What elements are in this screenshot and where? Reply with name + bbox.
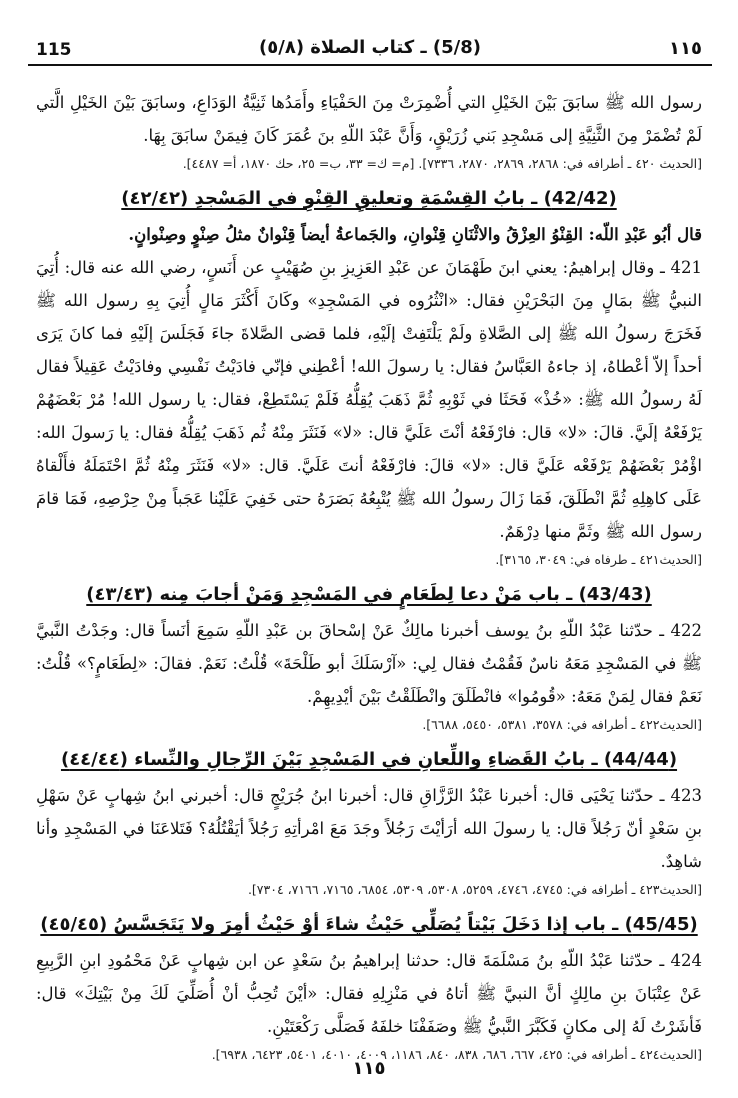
hadith-424-note: [الحديث٤٢٤ ـ أطرافه في: ٤٢٥، ٦٦٧، ٦٨٦، ٨٣٨، ٨٤٠، ١١٨٦، ٤٠٠٩، ٤٠١٠، ٥٤٠١، ٦٤٢٣، ٦٩٣٨]. xyxy=(211,1047,702,1062)
page-number-latin: 115 xyxy=(36,40,72,60)
hadith-422: 422 ـ حدّثنا عَبْدُ اللّهِ بنُ يوسف أخبرنا مالِكٌ عَنْ إسْحاقَ بن عَبْدِ اللّهِ سَمِعَ أنَساً قال: وجَدْتُ النَّبيَّ ﷺ في المَسْجِدِ مَعَهُ ناسٌ فَقُمْتُ فقال لِي: «آرْسَلَكَ أبو طَلْحَةَ» قُلْتُ: نَعَمْ. فقالَ: «لِطَعَامٍ؟» قُلْتُ: نَعَمْ فقال لِمَنْ مَعَهُ: «قُومُوا» فانْطَلَقَ وانْطَلَقْتُ بَيْنَ أيْدِيهِمْ. xyxy=(36,621,702,706)
hadith-424: 424 ـ حدّثنا عَبْدُ اللّهِ بنُ مَسْلَمَةَ قال: حدثنا إبراهيمُ بنُ سَعْدٍ عن ابن شِهابٍ عَنْ مَحْمُودِ ابنِ الرَّبِيعِ عَنْ عِتْبَانَ بنِ مالِكٍ أنَّ النبيَّ ﷺ أتاهُ في مَنْزِلِهِ فقال: «أيْنَ تُحِبُّ أنْ أُصَلِّيَ لَكَ مِنْ بَيْتِكَ» قال: فَأشَرْتُ لَهُ إلى مكانٍ فَكَبَّرَ النَّبيُّ ﷺ وصَفَفْنَا خلفَهُ فَصَلَّى رَكْعَتَيْنِ. xyxy=(36,951,702,1036)
page-number-arabic: ١١٥ xyxy=(669,38,702,59)
hadith-422-note: [الحديث٤٢٢ ـ أطرافه في: ٣٥٧٨، ٥٣٨١، ٥٤٥٠، ٦٦٨٨]. xyxy=(422,717,702,732)
hadith-421-note: [الحديث٤٢١ ـ طرفاه في: ٣٠٤٩، ٣١٦٥]. xyxy=(495,552,702,567)
hadith-421: 421 ـ وقال إبراهيمُ: يعني ابنَ طَهْمَانَ عن عَبْدِ العَزِيزِ بنِ صُهَيْبٍ عن أَنَسٍ، رضي الله عنه قال: أُتِيَ النبيُّ ﷺ بمَالٍ مِنَ البَحْرَيْنِ فقال: «انْثُرُوه في المَسْجِدِ» وكَانَ أَكْثَرَ مَالٍ أُتِيَ بِهِ رسول الله ﷺ فَخَرَجَ رسولُ الله ﷺ إلى الصَّلاةِ ولَمْ يَلْتَفِتْ إلَيْهِ، فلما قضى الصَّلاةَ جاءَ فَجَلَسَ إلَيْهِ فما كانَ يَرَى أحداً إلاّ أعْطاهُ، إذ جاءهُ العَبَّاسُ فقال: يا رسولَ الله! أعْطِني فإنّي فادَيْتُ نَفْسِي وفادَيْتُ عَقِيلاً فقال لَهُ رسولُ الله ﷺ: «خُذْ» فَحَثَا في ثَوْبِهِ ثُمَّ ذَهَبَ يُقِلُّهُ فَلَمْ يَسْتَطِعْ، فقال: يا رسول الله! مُرْ بَعْضَهُمْ يَرْفَعْهُ إلَيَّ. قالَ: «لا» قال: فارْفَعْهُ أنْتَ عَلَيَّ قال: «لا» فَنَثَرَ مِنْهُ ثُم ذَهَبَ يُقِلُّهُ فقال: يا رَسولَ الله: اؤْمُرْ بَعْضَهُمْ يَرْفَعْه عَلَيَّ قال: «لا» قالَ: فارْفَعْهُ أنتَ عَلَيَّ. قال: «لا» فَنَثَرَ مِنْهُ ثُمَّ احْتَمَلَهُ فأَلْقاهُ عَلَى كاهِلِهِ ثُمَّ انْطَلَقَ، فَمَا زَالَ رسولُ الله ﷺ يُتْبِعُهُ بَصَرَهُ حتى خَفِيَ عَلَيْنا عَجَباً مِنْ حِرْصِهِ، فَمَا قامَ رسول الله ﷺ وثَمَّ منها دِرْهَمٌ. xyxy=(36,258,702,541)
chapter-43-title: (43/43) ـ باب مَنْ دعا لِطَعَامٍ في المَسْجِدِ وَمَنْ أجابَ مِنه (٤٣/٤٣) xyxy=(86,584,652,605)
chapter-45-title: (45/45) ـ باب إذا دَخَلَ بَيْتاً يُصَلِّي حَيْثُ شاءَ أوْ حَيْثُ أمِرَ ولا يَتَجَسَّسُ (٤٥/٤٥) xyxy=(40,914,698,935)
chapter-42-title: (42/42) ـ بابُ القِسْمَةِ وتعليقِ القِنْوِ في المَسْجدِ (٤٢/٤٢) xyxy=(121,188,617,209)
page-footer-number: ١١٥ xyxy=(352,1058,386,1079)
page-header xyxy=(28,32,712,66)
header-rule xyxy=(28,64,712,66)
chapter-42-intro: قال أبُو عَبْدِ اللّه: القِنْوُ العِزْقُ والاثْنَانِ قِنْوانِ، والجَماعةُ أيضاً قِنْوانٌ مثلُ صِنْوٍ وصِنْوانٍ. xyxy=(128,225,702,244)
hadith-420-note: [الحديث ٤٢٠ ـ أطرافه في: ٢٨٦٨، ٢٨٦٩، ٢٨٧٠، ٧٣٣٦]. [م= ك= ٣٣، ب= ٢٥، حك ١٨٧٠، أ= ٤٤٨٧]. xyxy=(182,156,702,171)
hadith-423-note: [الحديث٤٢٣ ـ أطرافه في: ٤٧٤٥، ٤٧٤٦، ٥٢٥٩، ٥٣٠٨، ٥٣٠٩، ٦٨٥٤، ٧١٦٥، ٧١٦٦، ٧٣٠٤]. xyxy=(247,882,702,897)
running-title: (5/8) ـ كتاب الصلاة (٥/٨) xyxy=(259,37,481,58)
chapter-44-title: (44/44) ـ بابُ القَضاءِ واللِّعانِ في المَسْجِدِ بَيْنَ الرِّجالِ والنِّساء (٤٤/٤٤) xyxy=(60,749,678,770)
hadith-423: 423 ـ حدّثنا يَحْيَى قال: أخبرنا عَبْدُ الرَّزَّاقِ قال: أخبرنا ابنُ جُرَيْجٍ قال: أخبرني ابنُ شِهابٍ عَنْ سَهْلِ بنِ سَعْدٍ أنّ رَجُلاً قال: يا رسولَ الله أرَأيْتَ رَجُلاً وجَدَ مَعَ امْرأتِهِ رَجُلاً أيَقْتُلُهُ؟ فَتَلاعَنَا في المَسْجِدِ وأنا شاهِدٌ. xyxy=(36,786,702,871)
hadith-420-continuation: رسول الله ﷺ سابَقَ بَيْنَ الخَيْلِ التي أُضْمِرَتْ مِنَ الحَفْيَاءِ وأَمَدُها ثَنِيَّةُ الوَدَاعِ، وسابَقَ بَيْنَ الخَيْلِ الَّتي لَمْ تُضْمَرْ مِنَ الثَّنِيَّةِ إلى مَسْجِدِ بَني زُرَيْقٍ، وَأَنَّ عَبْدَ اللّهِ بنَ عُمَرَ كَانَ فِيمَنْ سابَقَ بِهَا. xyxy=(36,93,702,145)
page-body xyxy=(36,86,702,1067)
